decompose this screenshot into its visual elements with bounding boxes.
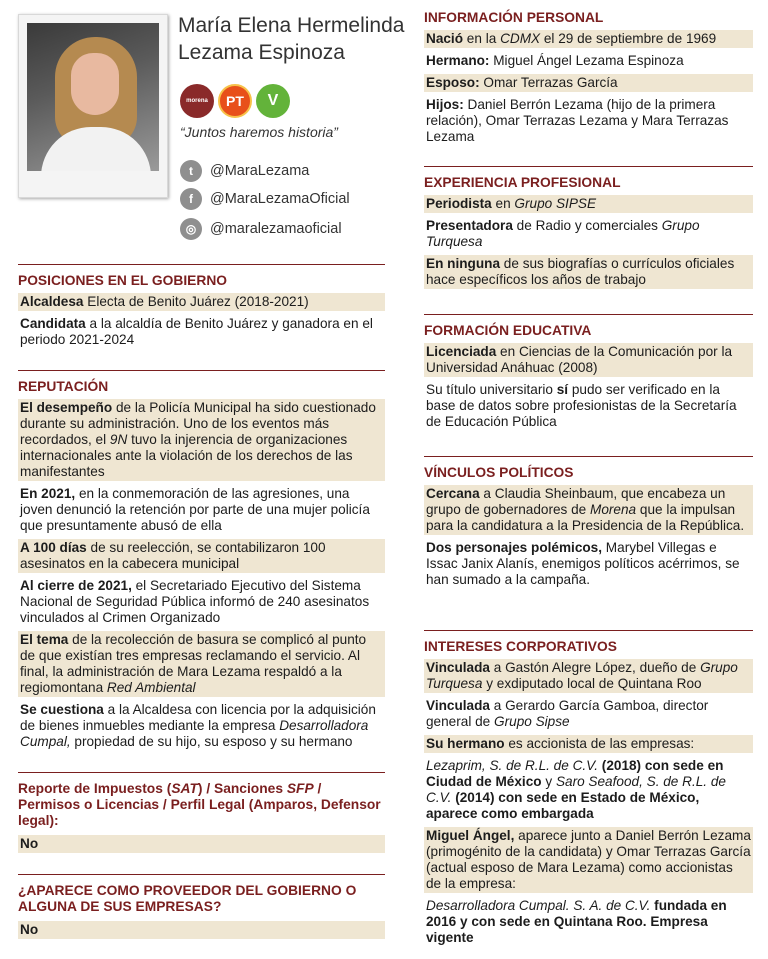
section-proveedor	[18, 874, 385, 943]
instagram-handle: @maralezamaoficial	[210, 221, 342, 237]
instagram-icon: ◎	[180, 218, 202, 240]
list-item: Vinculada a Gerardo García Gamboa, director general de Grupo Sipse	[426, 698, 709, 729]
section-title: Reporte de Impuestos (SAT) / Sanciones SFP / Permisos o Licencias / Perfil Legal (Amparos, Defensor legal):	[18, 772, 385, 829]
section-title: INFORMACIÓN PERSONAL	[424, 10, 604, 25]
section-posiciones	[18, 264, 385, 353]
list-item: Miguel Ángel, aparece junto a Daniel Berrón Lezama (primogénito de la candidata) y Omar Terrazas García (actual esposo de Mara Lezama) como accionistas de la empresa:	[424, 827, 753, 893]
list-item: Periodista en Grupo SIPSE	[424, 195, 753, 213]
list-item: En 2021, en la conmemoración de las agresiones, una joven denunció la retención por parte de una mujer policía que presuntamente abusó de ella	[20, 486, 370, 533]
section-reputacion	[18, 370, 385, 755]
morena-logo: morena	[180, 84, 214, 118]
list-item: A 100 días de su reelección, se contabilizaron 100 asesinatos en la cabecera municipal	[18, 539, 385, 573]
section-title: EXPERIENCIA PROFESIONAL	[424, 166, 753, 191]
list-item: Presentadora de Radio y comerciales Grupo Turquesa	[426, 218, 700, 249]
section-title: FORMACIÓN EDUCATIVA	[424, 314, 753, 339]
section-title: REPUTACIÓN	[18, 370, 385, 395]
facebook-handle: @MaraLezamaOficial	[210, 191, 350, 207]
list-item: Licenciada en Ciencias de la Comunicación por la Universidad Anáhuac (2008)	[424, 343, 753, 377]
facebook-handle-row	[180, 188, 350, 210]
section-title: ¿APARECE COMO PROVEEDOR DEL GOBIERNO O ALGUNA DE SUS EMPRESAS?	[18, 874, 385, 915]
list-item: Lezaprim, S. de R.L. de C.V. (2018) con sede en Ciudad de México y Saro Seafood, S. de R.L. de C.V. (2014) con sede en Estado de México, aparece como embargada	[426, 758, 726, 821]
slogan: “Juntos haremos historia”	[180, 124, 338, 140]
list-item: Hijos: Daniel Berrón Lezama (hijo de la primera relación), Omar Terrazas Lezama y Mara Terrazas Lezama	[426, 97, 729, 144]
list-item: En ninguna de sus biografías o currículos oficiales hace específicos los años de trabajo	[424, 255, 753, 289]
list-item: Vinculada a Gastón Alegre López, dueño de Grupo Turquesa y exdiputado local de Quintana Roo	[424, 659, 753, 693]
instagram-handle-row	[180, 218, 342, 240]
list-item: El tema de la recolección de basura se complicó al punto de que existían tres empresas reclamando el servicio. Al final, la administración de Mara Lezama respaldó a la regiomontana Red Ambiental	[18, 631, 385, 697]
twitter-handle-row	[180, 160, 309, 182]
candidate-name	[178, 12, 418, 66]
answer: No	[18, 921, 385, 939]
section-title: INTERESES CORPORATIVOS	[424, 630, 753, 655]
list-item: Alcaldesa Electa de Benito Juárez (2018-2021)	[18, 293, 385, 311]
candidate-photo	[27, 23, 159, 171]
section-title: VÍNCULOS POLÍTICOS	[424, 456, 753, 481]
section-informacion-personal	[424, 2, 753, 150]
twitter-handle: @MaraLezama	[210, 163, 310, 179]
list-item: Dos personajes polémicos, Marybel Villegas e Issac Janix Alanís, enemigos políticos acérrimos, se han sumado a la campaña.	[426, 540, 740, 587]
section-experiencia	[424, 166, 753, 293]
list-item: Se cuestiona a la Alcaldesa con licencia por la adquisición de bienes inmuebles mediante la empresa Desarrolladora Cumpal, propiedad de su hijo, su esposo y su hermano	[20, 702, 376, 749]
pt-logo: PT	[218, 84, 252, 118]
answer: No	[18, 835, 385, 853]
name-line-2: Lezama Espinoza	[178, 41, 345, 64]
section-impuestos	[18, 772, 385, 857]
list-item: Cercana a Claudia Sheinbaum, que encabeza un grupo de gobernadores de Morena que la impulsan para la candidatura a la Presidencia de la República.	[424, 485, 753, 535]
list-item: Su hermano es accionista de las empresas:	[424, 735, 753, 753]
list-item: Su título universitario sí pudo ser verificado en la base de datos sobre profesionistas de la Secretaría de Educación Pública	[426, 382, 737, 429]
list-item: Hermano: Miguel Ángel Lezama Espinoza	[426, 53, 684, 68]
list-item: Nació en la CDMX el 29 de septiembre de 1969	[424, 30, 753, 48]
candidate-photo-frame	[18, 14, 168, 198]
verde-logo: V	[256, 84, 290, 118]
section-title: POSICIONES EN EL GOBIERNO	[18, 264, 385, 289]
facebook-icon: f	[180, 188, 202, 210]
list-item: Al cierre de 2021, el Secretariado Ejecutivo del Sistema Nacional de Seguridad Pública informó de 240 asesinatos vinculados al Crimen Organizado	[20, 578, 370, 625]
list-item: El desempeño de la Policía Municipal ha sido cuestionado durante su administración. Uno de los eventos más recordados, el 9N tuvo la injerencia de organizaciones internacionales ante la violación de los derechos de las manifestantes	[18, 399, 385, 481]
section-vinculos	[424, 456, 753, 593]
name-line-1: María Elena Hermelinda	[178, 14, 405, 37]
list-item: Candidata a la alcaldía de Benito Juárez y ganadora en el periodo 2021-2024	[20, 316, 373, 347]
section-intereses	[424, 630, 753, 951]
twitter-icon: t	[180, 160, 202, 182]
list-item: Esposo: Omar Terrazas García	[424, 74, 753, 92]
section-formacion	[424, 314, 753, 435]
party-logos	[180, 84, 290, 118]
list-item: Desarrolladora Cumpal. S. A. de C.V. fundada en 2016 y con sede en Quintana Roo. Empresa vigente	[426, 898, 727, 945]
